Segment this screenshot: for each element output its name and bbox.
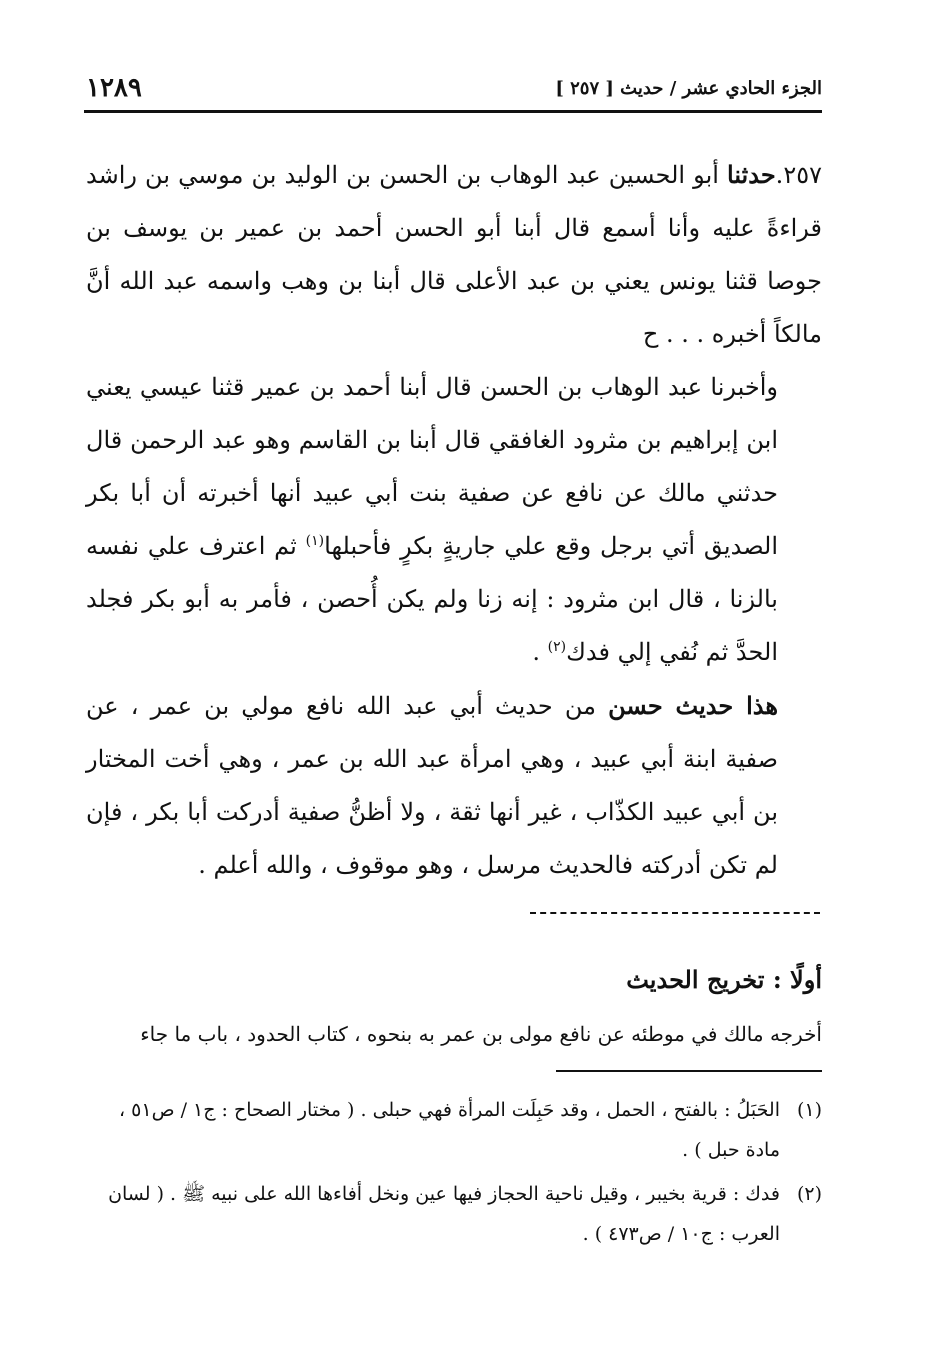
- hadith-lead-word: حدثنا: [727, 160, 776, 189]
- grading-lead: هذا حديث حسن: [608, 691, 778, 720]
- footnote-text: فدك : قرية بخيبر ، وقيل ناحية الحجاز فيها عين ونخل أفاءها الله على نبيه ﷺ . ( لسان العرب : ج١٠ / ص٤٧٣ ) .: [108, 1183, 780, 1245]
- footnote-2: [86, 1174, 822, 1254]
- page-header: [86, 70, 822, 106]
- isnad-paragraph-1: [86, 148, 822, 361]
- footnote-marker: (١): [796, 1099, 822, 1121]
- page-number: ١٢٨٩: [86, 73, 142, 103]
- footnote-text: الحَبَلُ : بالفتح ، الحمل ، وقد حَبِلَت المرأة فهي حبلى . ( مختار الصحاح : ج١ / ص٥١ ، مادة حبل ) .: [118, 1099, 780, 1161]
- isnad-text-2b: ثم اعترف علي نفسه بالزنا ، قال ابن مثرود : إنه زنا ولم يكن أُحصن ، فأمر به أبو بكر فجلد الحدَّ ثم نُفي إلي فدك: [86, 532, 778, 666]
- footnote-marker: (٢): [796, 1183, 822, 1205]
- hadith-number: ٢٥٧.: [775, 161, 822, 189]
- isnad-text-2a: وأخبرنا عبد الوهاب بن الحسن قال أبنا أحمد بن عمير قثنا عيسي يعني ابن إبراهيم بن مثرود الغافقي قال أبنا بن القاسم وهو عبد الرحمن قال حدثني مالك عن نافع عن صفية بنت أبي عبيد أنها أخبرته أن أبا بكر الصديق أتي برجل وقع علي جاريةٍ بكرٍ فأحبلها: [86, 373, 778, 560]
- section-text: أخرجه مالك في موطئه عن نافع مولى بن عمر به بنحوه ، كتاب الحدود ، باب ما جاء: [140, 1022, 822, 1046]
- footnote-1: [86, 1090, 822, 1170]
- header-rule: [84, 110, 822, 113]
- isnad-paragraph-2: [86, 361, 822, 679]
- grading-paragraph: [86, 679, 822, 892]
- footnote-rule: [556, 1070, 822, 1072]
- footnotes: [86, 1090, 822, 1258]
- running-title: الجزء الحادي عشر / حديث [ ٢٥٧ ]: [555, 77, 822, 99]
- grading-text: من حديث أبي عبد الله نافع مولي بن عمر ، عن صفية ابنة أبي عبيد ، وهي امرأة عبد الله بن عمر ، وهي أخت المختار بن أبي عبيد الكذّاب ، غير أنها ثقة ، ولا أظنُّ صفية أدركت أبا بكر ، فإن لم تكن أدركته فالحديث مرسل ، وهو موقوف ، والله أعلم .: [86, 692, 778, 879]
- hadith-body: [86, 148, 822, 892]
- footnote-ref-2: (٢): [547, 639, 567, 655]
- dashed-separator: [530, 912, 820, 914]
- footnote-ref-1: (١): [305, 533, 325, 549]
- isnad-text-1: أبو الحسين عبد الوهاب بن الحسن بن الوليد بن موسي بن راشد قراءةً عليه وأنا أسمع قال أبنا أبو الحسن أحمد بن عمير بن يوسف بن جوصا قثنا يونس يعني بن عبد الأعلى قال أبنا بن وهب واسمه عبد الله أنَّ مالكاً أخبره . . . ح: [86, 161, 822, 348]
- section-heading: أولًا : تخريج الحديث: [626, 965, 822, 994]
- isnad-text-2c: .: [532, 638, 540, 666]
